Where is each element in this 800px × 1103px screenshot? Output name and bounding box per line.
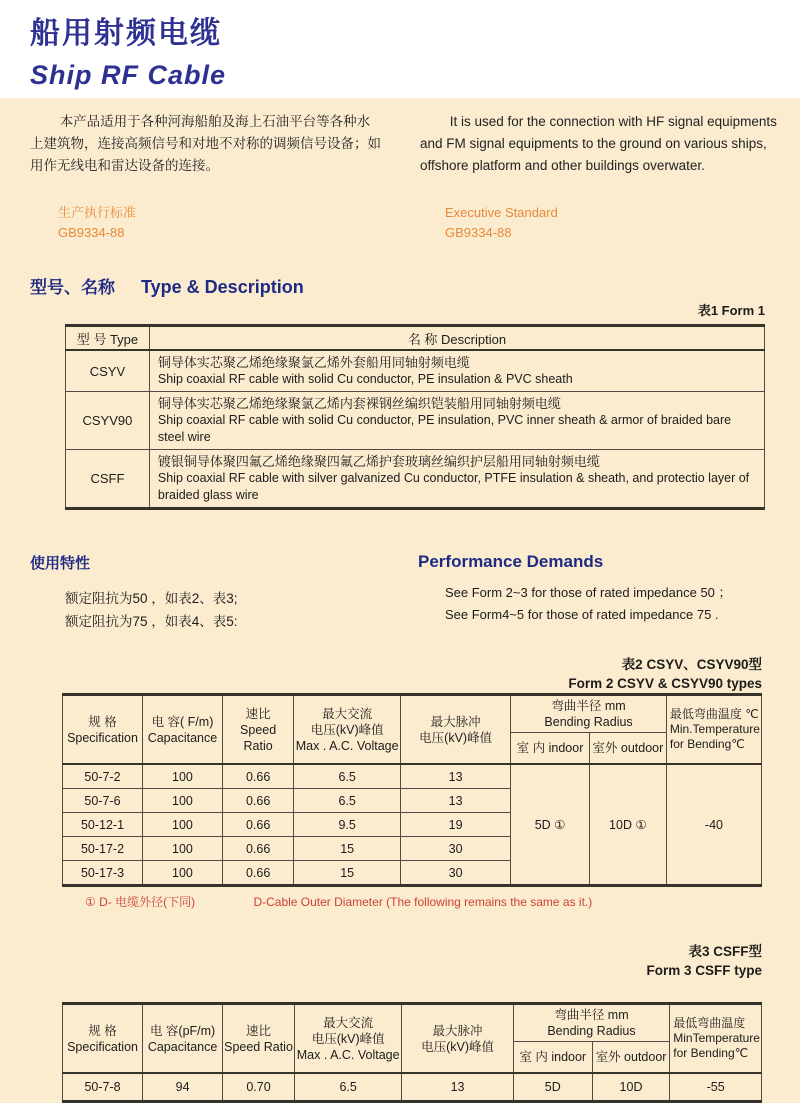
type-cell: CSYV [66, 350, 150, 392]
desc-cn: 铜导体实芯聚乙烯绝缘聚氯乙烯内套裸钢丝编织铠装船用同轴射频电缆 [157, 396, 561, 411]
standard-block-en [445, 203, 788, 243]
header-line: Min.Temperature [669, 722, 760, 736]
capacitance-cell: 100 [143, 837, 223, 861]
col-bending-radius-header [513, 1004, 670, 1042]
intro-paragraph-en: It is used for the connection with HF signal equipments and FM signal equipments to the ground on various ships, offshore platform and other buildings overwater. [420, 114, 777, 173]
performance-heading-cn: 使用特性 [30, 555, 91, 572]
desc-cn: 铜导体实芯聚乙烯绝缘聚氯乙烯外套船用同轴射频电缆 [157, 355, 470, 370]
header-line: for Bending℃ [673, 1046, 749, 1060]
see-form-line-1: See Form 2~3 for those of rated impedance 50 ； [445, 585, 732, 600]
performance-right-column [388, 552, 800, 633]
intro-section [0, 98, 800, 243]
header-line: 速比 [246, 1023, 272, 1038]
capacitance-cell: 100 [143, 813, 223, 837]
header-line: Max . A.C. Voltage [296, 1047, 400, 1062]
header-line: 规 格 [88, 1023, 117, 1038]
table-row [63, 1073, 762, 1102]
header-line: 电 容( F/m) [151, 714, 214, 729]
table-row [63, 764, 762, 789]
col-pulse-voltage-header [401, 695, 511, 765]
ac-voltage-cell: 15 [294, 837, 401, 861]
col-spec-header [63, 695, 143, 765]
speed-ratio-cell: 0.66 [222, 837, 293, 861]
header-line: 电压(kV)峰值 [311, 1031, 385, 1046]
pulse-voltage-cell: 30 [401, 861, 511, 886]
desc-en: Ship coaxial RF cable with solid Cu conductor, PE insulation & PVC sheath [157, 372, 573, 386]
footnote-cn: ① D- 电缆外径(下同) [85, 895, 196, 909]
section-heading-cn: 型号、名称 [30, 278, 115, 297]
header-line: 电压(kV)峰值 [419, 730, 493, 745]
outdoor-radius-cell: 10D [592, 1073, 669, 1102]
type-cell: CSYV90 [66, 392, 150, 450]
table-row [66, 450, 765, 509]
header-line: Specification [67, 730, 138, 745]
see-form-lines [445, 582, 800, 626]
header-line: 最大交流 [323, 1015, 374, 1030]
capacitance-cell: 100 [143, 764, 223, 789]
table-row [66, 350, 765, 392]
see-form-line-2: See Form4~5 for those of rated impedance 75 . [445, 607, 719, 622]
spec-cell: 50-17-2 [63, 837, 143, 861]
speed-ratio-cell: 0.66 [222, 764, 293, 789]
capacitance-cell: 100 [143, 789, 223, 813]
ac-voltage-cell: 6.5 [294, 1073, 401, 1102]
col-bending-radius-header [511, 695, 667, 733]
form2-caption-en: Form 2 CSYV & CSYV90 types [568, 676, 762, 691]
standard-label-en: Executive Standard [445, 205, 558, 220]
page-title-cn: 船用射频电缆 [30, 17, 222, 50]
type-section-heading [0, 273, 800, 298]
col-outdoor-header: 室外 outdoor [592, 1042, 669, 1074]
col-capacitance-header [143, 1004, 223, 1074]
indoor-radius-cell: 5D [513, 1073, 592, 1102]
form3-caption [0, 942, 800, 980]
header-line: Speed Ratio [240, 722, 277, 753]
header-line: Capacitance [147, 730, 218, 745]
header-line: 电压(kV)峰值 [310, 722, 384, 737]
header-line: MinTemperature [673, 1031, 760, 1045]
header-line: Speed Ratio [224, 1039, 293, 1054]
form3-table [62, 1002, 762, 1103]
header-line: 最大脉冲 [430, 714, 481, 729]
impedance-line-1: 额定阻抗为50 ，如表2、表3; [65, 591, 238, 606]
type-cell: CSFF [66, 450, 150, 509]
desc-cn: 镀银铜导体聚四氟乙烯绝缘聚四氟乙烯护套玻璃丝编织护层船用同轴射频电缆 [157, 454, 600, 469]
desc-cell [149, 392, 764, 450]
header-line: 弯曲半径 mm [554, 1008, 629, 1022]
col-ac-voltage-header [294, 1004, 401, 1074]
header-line: 最低弯曲温度 [673, 1016, 746, 1030]
ac-voltage-cell: 6.5 [294, 789, 401, 813]
col-ac-voltage-header [294, 695, 401, 765]
header-line: Bending Radius [544, 715, 633, 729]
footnote [85, 893, 800, 910]
speed-ratio-cell: 0.70 [223, 1073, 295, 1102]
desc-en: Ship coaxial RF cable with solid Cu conductor, PE insulation, PVC inner sheath & armor of braided bare steel wire [157, 413, 732, 444]
page-title-en: Ship RF Cable [30, 60, 227, 90]
header-line: Specification [67, 1039, 138, 1054]
pulse-voltage-cell: 19 [401, 813, 511, 837]
col-outdoor-header: 室外 outdoor [589, 733, 666, 765]
speed-ratio-cell: 0.66 [222, 789, 293, 813]
spec-cell: 50-7-8 [63, 1073, 143, 1102]
header-line: 电 容(pF/m) [149, 1023, 216, 1038]
standard-block-cn [58, 203, 390, 243]
header-line: 电压(kV)峰值 [421, 1039, 494, 1054]
header-line: Bending Radius [547, 1024, 636, 1038]
form2-caption [0, 655, 800, 693]
ac-voltage-cell: 6.5 [294, 764, 401, 789]
col-indoor-header: 室 内 indoor [511, 733, 590, 765]
desc-en: Ship coaxial RF cable with silver galvanized Cu conductor, PTFE insulation & sheath, and protectio layer of braided glass wire [157, 471, 750, 502]
standard-label-cn: 生产执行标准 [58, 205, 137, 220]
form3-caption-en: Form 3 CSFF type [646, 963, 762, 978]
header-line: 最大交流 [322, 706, 373, 721]
spec-cell: 50-12-1 [63, 813, 143, 837]
pulse-voltage-cell: 13 [401, 789, 511, 813]
page-header [0, 0, 800, 98]
footnote-en: D-Cable Outer Diameter (The following remains the same as it.) [253, 895, 593, 909]
col-indoor-header: 室 内 indoor [513, 1042, 592, 1074]
ac-voltage-cell: 9.5 [294, 813, 401, 837]
spec-cell: 50-7-2 [63, 764, 143, 789]
impedance-lines [65, 587, 388, 633]
spec-cell: 50-7-6 [63, 789, 143, 813]
pulse-voltage-cell: 30 [401, 837, 511, 861]
header-line: 最大脉冲 [432, 1023, 483, 1038]
col-speed-ratio-header [223, 1004, 295, 1074]
col-spec-header [63, 1004, 143, 1074]
desc-cell [149, 350, 764, 392]
ac-voltage-cell: 15 [294, 861, 401, 886]
performance-section [0, 552, 800, 633]
form1-label: 表1 Form 1 [697, 303, 765, 318]
capacitance-cell: 100 [143, 861, 223, 886]
speed-ratio-cell: 0.66 [222, 861, 293, 886]
capacitance-cell: 94 [143, 1073, 223, 1102]
section-heading-en: Type & Description [141, 277, 304, 297]
table-row [66, 392, 765, 450]
form2-table [62, 693, 762, 887]
outdoor-radius-cell: 10D ① [589, 764, 666, 886]
header-line: 速比 [245, 706, 271, 721]
col-capacitance-header [143, 695, 223, 765]
spec-cell: 50-17-3 [63, 861, 143, 886]
header-line: Capacitance [147, 1039, 218, 1054]
header-line: 弯曲半径 mm [551, 699, 626, 713]
impedance-line-2: 额定阻抗为75 ，如表4、表5: [65, 614, 238, 629]
header-line: 最低弯曲温度 ℃ [669, 707, 759, 721]
min-temp-cell: -40 [666, 764, 761, 886]
performance-left-column [0, 552, 388, 633]
speed-ratio-cell: 0.66 [222, 813, 293, 837]
table1-col-type: 型 号 Type [66, 326, 150, 351]
form2-header-row [63, 695, 762, 733]
standard-value-cn: GB9334-88 [58, 225, 125, 240]
standard-value-en: GB9334-88 [445, 225, 512, 240]
indoor-radius-cell: 5D ① [511, 764, 590, 886]
pulse-voltage-cell: 13 [401, 764, 511, 789]
form2-caption-cn: 表2 CSYV、CSYV90型 [621, 657, 762, 672]
performance-heading-en: Performance Demands [418, 552, 604, 571]
col-speed-ratio-header [222, 695, 293, 765]
header-line: Max . A.C. Voltage [295, 738, 399, 753]
table1-header-row [66, 326, 765, 351]
col-min-temp-header [670, 1004, 762, 1074]
desc-cell [149, 450, 764, 509]
type-description-table [65, 324, 765, 510]
intro-paragraph-cn: 本产品适用于各种河海船舶及海上石油平台等各种水上建筑物，连接高频信号和对地不对称的调频信号设备；如用作无线电和雷达设备的连接。 [30, 114, 381, 173]
col-min-temp-header [666, 695, 761, 765]
min-temp-cell: -55 [670, 1073, 762, 1102]
intro-left-column [0, 111, 390, 243]
pulse-voltage-cell: 13 [402, 1073, 513, 1102]
col-pulse-voltage-header [402, 1004, 513, 1074]
intro-right-column [390, 111, 800, 243]
form3-caption-cn: 表3 CSFF型 [688, 944, 762, 959]
header-line: for Bending℃ [669, 737, 745, 751]
table1-col-desc: 名 称 Description [149, 326, 764, 351]
form3-header-row [63, 1004, 762, 1042]
header-line: 规 格 [88, 714, 117, 729]
